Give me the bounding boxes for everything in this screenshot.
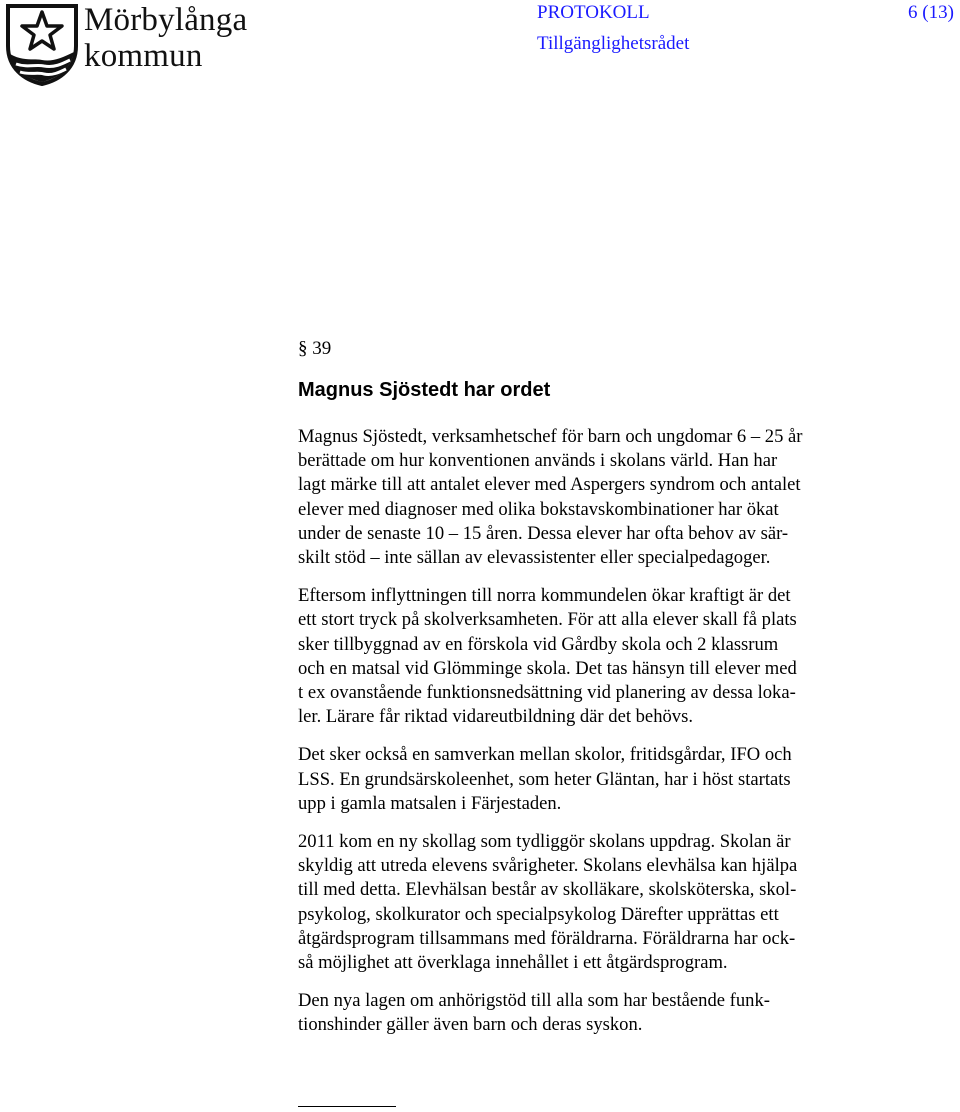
paragraph: Den nya lagen om anhörigstöd till alla som har bestående funk- tionshinder gäller även barn och deras syskon. <box>298 990 770 1036</box>
section-heading: Magnus Sjöstedt har ordet <box>298 379 551 401</box>
body-text <box>298 425 898 1052</box>
paragraph: Magnus Sjöstedt, verksamhetschef för barn och ungdomar 6 – 25 år berättade om hur konventionen används i skolans värld. Han har lagt märke till att antalet elever med Aspergers syndrom och antalet elever med diagnoser med olika bokstavskombinationer har ökat under de senaste 10 – 15 åren. Dessa elever har ofta behov av sär- skilt stöd – inte sällan av elevassistenter eller specialpedagoger. <box>298 426 803 569</box>
document-type: PROTOKOLL <box>537 2 650 23</box>
logo-kommun: kommun <box>84 38 203 74</box>
coat-of-arms-icon <box>4 2 84 86</box>
paragraph: Eftersom inflyttningen till norra kommundelen ökar kraftigt är det ett stort tryck på skolverksamheten. För att alla elever skall få plats sker tillbyggnad av en förskola vid Gårdby skola och 2 klassrum och en matsal vid Glömminge skola. Det tas hänsyn till elever med t ex ovanstående funktionsnedsättning vid planering av dessa loka- ler. Lärare får riktad vidareutbildning där det behövs. <box>298 585 797 728</box>
logo-wordmark <box>84 2 259 74</box>
footnote-divider <box>298 1106 396 1107</box>
logo-name: Mörbylånga <box>84 2 248 38</box>
municipality-logo <box>4 2 254 86</box>
page-number: 6 (13) <box>908 2 954 23</box>
paragraph: 2011 kom en ny skollag som tydliggör skolans uppdrag. Skolan är skyldig att utreda elevens svårigheter. Skolans elevhälsa kan hjälpa till med detta. Elevhälsan består av skolläkare, skolsköterska, skol- psykolog, skolkurator och specialpsykolog Därefter upprättas ett åtgärdsprogram tillsammans med föräldrarna. Föräldrarna har ock- så möjlighet att överklaga innehållet i ett åtgärdsprogram. <box>298 831 798 974</box>
department-name: Tillgänglighetsrådet <box>537 33 690 54</box>
paragraph: Det sker också en samverkan mellan skolor, fritidsgårdar, IFO och LSS. En grundsärskoleenhet, som heter Gläntan, har i höst startats upp i gamla matsalen i Färjestaden. <box>298 744 792 814</box>
section-number: § 39 <box>298 338 332 359</box>
